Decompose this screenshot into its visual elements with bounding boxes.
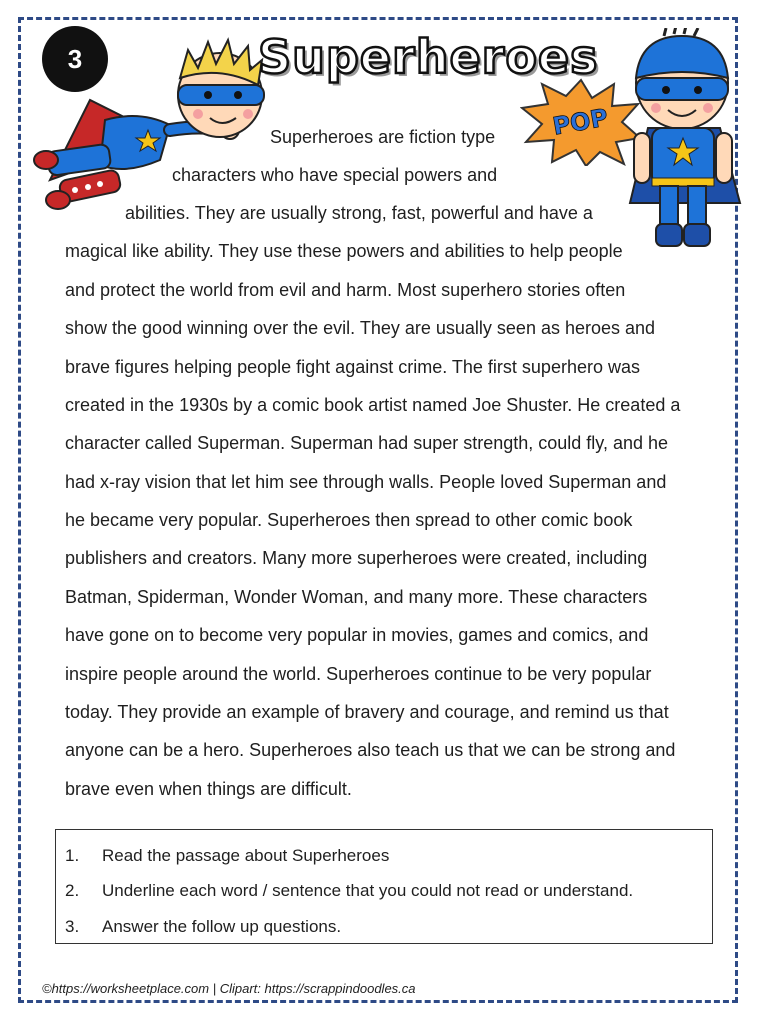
passage-line: Superheroes are fiction type bbox=[270, 127, 496, 147]
instruction-number: 3. bbox=[65, 917, 80, 936]
instruction-text: Answer the follow up questions. bbox=[102, 917, 342, 936]
passage-line: magical like ability. They use these powers and abilities to help people bbox=[65, 241, 623, 261]
pop-label: POP bbox=[550, 103, 611, 141]
passage-line: anyone can be a hero. Superheroes also teach us that we can be strong and bbox=[65, 740, 676, 760]
passage-line: Batman, Spiderman, Wonder Woman, and many more. These characters bbox=[65, 587, 648, 607]
instruction-item bbox=[65, 846, 389, 866]
instruction-number: 1. bbox=[65, 846, 80, 865]
standing-superhero-icon bbox=[620, 28, 750, 250]
passage-line: character called Superman. Superman had super strength, could fly, and he bbox=[65, 433, 669, 453]
passage-line: brave figures helping people fight against crime. The first superhero was bbox=[65, 357, 640, 377]
instruction-text: Read the passage about Superheroes bbox=[102, 846, 390, 865]
passage-line: had x-ray vision that let him see through walls. People loved Superman and bbox=[65, 472, 667, 492]
instruction-text: Underline each word / sentence that you could not read or understand. bbox=[102, 881, 634, 900]
page-number-badge: 3 bbox=[42, 26, 108, 92]
passage-line: have gone on to become very popular in movies, games and comics, and bbox=[65, 625, 649, 645]
instruction-number: 2. bbox=[65, 881, 80, 900]
footer-credits: ©https://worksheetplace.com | Clipart: https://scrappindoodles.ca bbox=[42, 981, 416, 996]
passage-line: characters who have special powers and bbox=[172, 165, 498, 185]
instruction-item bbox=[65, 881, 633, 901]
passage-line: inspire people around the world. Superheroes continue to be very popular bbox=[65, 664, 652, 684]
passage-line: and protect the world from evil and harm. Most superhero stories often bbox=[65, 280, 626, 300]
passage-line: publishers and creators. Many more superheroes were created, including bbox=[65, 548, 648, 568]
flying-superhero-icon bbox=[30, 30, 280, 215]
passage-line: brave even when things are difficult. bbox=[65, 779, 352, 799]
passage-line: created in the 1930s by a comic book artist named Joe Shuster. He created a bbox=[65, 395, 681, 415]
passage-line: he became very popular. Superheroes then spread to other comic book bbox=[65, 510, 633, 530]
instruction-item bbox=[65, 917, 341, 937]
instructions-box bbox=[55, 829, 713, 944]
passage-line: today. They provide an example of bravery and courage, and remind us that bbox=[65, 702, 669, 722]
page-title: Superheroes bbox=[258, 30, 599, 84]
passage-line: show the good winning over the evil. They are usually seen as heroes and bbox=[65, 318, 656, 338]
passage-line: abilities. They are usually strong, fast, powerful and have a bbox=[125, 203, 593, 223]
